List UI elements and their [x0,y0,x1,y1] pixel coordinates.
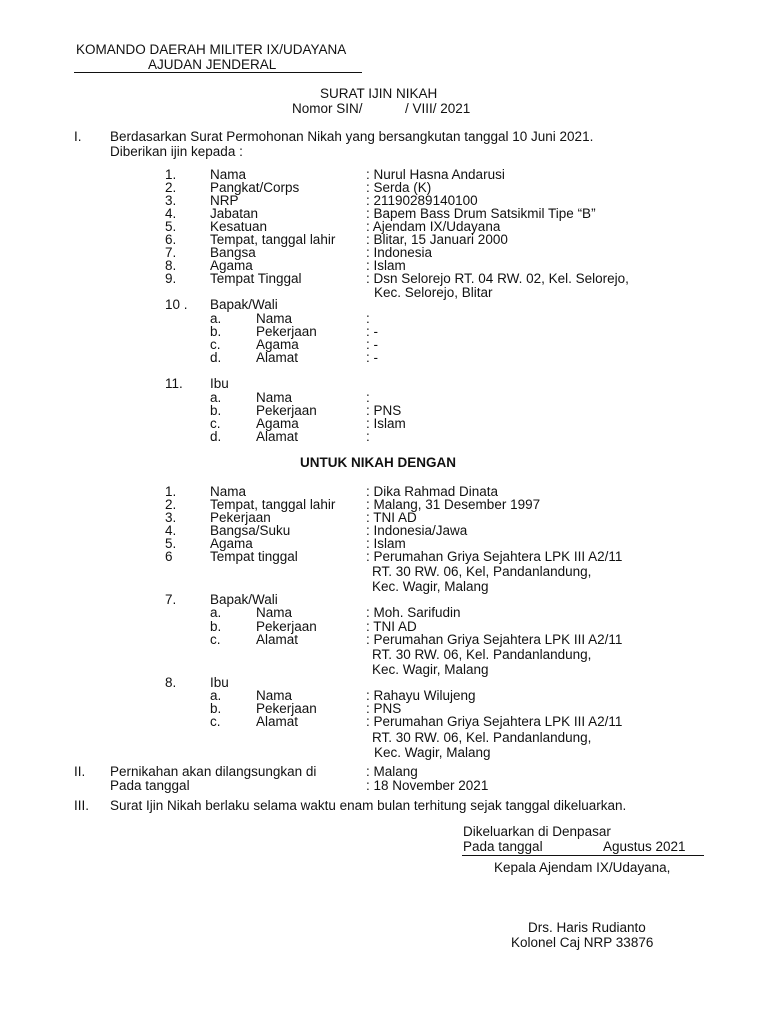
field-number: 5. [165,219,177,234]
sub-field-value: : [366,311,370,326]
sub-field-letter: d. [210,429,222,444]
issued-date-label: Pada tanggal [463,839,543,854]
field-value: : Nurul Hasna Andarusi [366,167,505,182]
sub-field-label: Nama [256,605,293,620]
field-number: 9. [165,271,177,286]
field-value: : Indonesia [366,245,433,260]
sub-field-letter: a. [210,311,222,326]
sub-field-value: : [366,390,370,405]
nomor-prefix: Nomor SIN/ [292,101,363,116]
sub-field-value: : TNI AD [366,619,417,634]
field-label: Agama [210,536,253,551]
sub-field-label: Agama [256,416,299,431]
mother-number: 11. [165,376,183,391]
sub-field-label: Pekerjaan [256,324,317,339]
sub-field-letter: c. [210,337,221,352]
field-value: : Bapem Bass Drum Satsikmil Tipe “B” [366,206,596,221]
field-value: : TNI AD [366,510,417,525]
section-1-intro-2: Diberikan ijin kepada : [110,144,243,159]
field-label: Pekerjaan [210,510,271,525]
sub-field-letter: c. [210,714,221,729]
section-3-number: III. [74,798,90,813]
spouse-father-heading: Bapak/Wali [210,592,278,607]
sub-field-label: Pekerjaan [256,403,317,418]
sub-field-value: : - [366,324,378,339]
father-number: 10 . [165,297,188,312]
field-value: : Islam [366,536,406,551]
field-label: Tempat Tinggal [210,271,302,286]
sub-field-letter: a. [210,605,222,620]
field-number: 2. [165,180,177,195]
sub-field-value-continuation: Kec. Wagir, Malang [374,745,491,760]
wedding-date-label: Pada tanggal [110,778,190,793]
field-value: : Serda (K) [366,180,432,195]
signer-name: Drs. Haris Rudianto [528,920,646,935]
father-heading: Bapak/Wali [210,297,278,312]
field-label: Nama [210,167,247,182]
sub-field-label: Alamat [256,350,299,365]
sub-field-value: : Rahayu Wilujeng [366,688,476,703]
sub-field-letter: a. [210,390,222,405]
field-number: 4. [165,523,177,538]
sub-field-label: Alamat [256,632,299,647]
mother-heading: Ibu [210,376,229,391]
field-number: 3. [165,510,177,525]
header-line-2: AJUDAN JENDERAL [148,57,277,72]
field-label: Agama [210,258,253,273]
field-number: 6. [165,232,177,247]
field-value-continuation: Kec. Wagir, Malang [372,579,489,594]
sub-field-letter: d. [210,350,222,365]
sub-field-label: Alamat [256,714,299,729]
field-number: 3. [165,193,177,208]
sub-field-letter: a. [210,688,222,703]
field-label: NRP [210,193,239,208]
validity-statement: Surat Ijin Nikah berlaku selama waktu enam bulan terhitung sejak tanggal dikeluarkan. [110,798,627,813]
field-value: : Indonesia/Jawa [366,523,468,538]
sub-field-label: Alamat [256,429,299,444]
spouse-section-heading: UNTUK NIKAH DENGAN [300,455,456,470]
spouse-mother-number: 8. [165,675,177,690]
issued-date-value: Agustus 2021 [603,839,686,854]
section-1-intro: Berdasarkan Surat Permohonan Nikah yang bersangkutan tanggal 10 Juni 2021. [110,129,594,144]
field-number: 4. [165,206,177,221]
field-value: : Malang, 31 Desember 1997 [366,497,541,512]
spouse-mother-heading: Ibu [210,675,229,690]
field-label: Pangkat/Corps [210,180,300,195]
sub-field-letter: c. [210,416,221,431]
sub-field-letter: b. [210,701,222,716]
field-value: : Perumahan Griya Sejahtera LPK III A2/11 [366,549,623,564]
field-number: 2. [165,497,177,512]
section-1-number: I. [74,129,82,144]
sub-field-value-continuation: RT. 30 RW. 06, Kel. Pandanlandung, [372,730,592,745]
sub-field-label: Pekerjaan [256,619,317,634]
field-number: 1. [165,484,177,499]
nomor-suffix: / VIII/ 2021 [405,101,471,116]
sub-field-letter: b. [210,619,222,634]
wedding-place-value: : Malang [366,764,418,779]
sub-field-value: : Moh. Sarifudin [366,605,461,620]
sub-field-value: : Islam [366,416,406,431]
signer-rank: Kolonel Caj NRP 33876 [511,935,654,950]
issued-at: Dikeluarkan di Denpasar [463,824,611,839]
sub-field-letter: b. [210,324,222,339]
field-value: : Dsn Selorejo RT. 04 RW. 02, Kel. Selorejo, [366,271,629,286]
sub-field-label: Nama [256,390,293,405]
sub-field-letter: c. [210,632,221,647]
section-2-number: II. [74,764,86,779]
field-label: Jabatan [210,206,259,221]
field-label: Bangsa/Suku [210,523,291,538]
sub-field-value: : PNS [366,403,402,418]
field-value: : Dika Rahmad Dinata [366,484,499,499]
field-label: Kesatuan [210,219,268,234]
field-label: Tempat tinggal [210,549,298,564]
field-value: : Ajendam IX/Udayana [366,219,501,234]
sub-field-value: : PNS [366,701,402,716]
sub-field-label: Pekerjaan [256,701,317,716]
header-line-1: KOMANDO DAERAH MILITER IX/UDAYANA [76,42,347,57]
field-label: Bangsa [210,245,256,260]
sub-field-value: : Perumahan Griya Sejahtera LPK III A2/11 [366,632,623,647]
field-number: 1. [165,167,177,182]
sub-field-value: : [366,429,370,444]
document-title: SURAT IJIN NIKAH [320,86,438,101]
field-value-continuation: RT. 30 RW. 06, Kel, Pandanlandung, [372,564,592,579]
sub-field-letter: b. [210,403,222,418]
field-value: : Blitar, 15 Januari 2000 [366,232,508,247]
sub-field-value: : Perumahan Griya Sejahtera LPK III A2/11 [366,714,623,729]
footer-divider [462,855,704,856]
field-number: 6 [165,549,173,564]
header-underline [74,72,362,73]
wedding-place-label: Pernikahan akan dilangsungkan di [110,764,317,779]
spouse-father-number: 7. [165,592,177,607]
field-value-continuation: Kec. Selorejo, Blitar [374,285,493,300]
sub-field-value: : - [366,350,378,365]
sub-field-value-continuation: RT. 30 RW. 06, Kel. Pandanlandung, [372,647,592,662]
sub-field-label: Agama [256,337,299,352]
field-value: : 21190289140100 [366,193,478,208]
sub-field-label: Nama [256,688,293,703]
field-number: 7. [165,245,177,260]
sub-field-value-continuation: Kec. Wagir, Malang [372,662,489,677]
field-label: Tempat, tanggal lahir [210,497,336,512]
sub-field-value: : - [366,337,378,352]
field-number: 8. [165,258,177,273]
field-value: : Islam [366,258,406,273]
field-label: Tempat, tanggal lahir [210,232,336,247]
signer-position: Kepala Ajendam IX/Udayana, [494,860,671,875]
wedding-date-value: : 18 November 2021 [366,778,489,793]
field-number: 5. [165,536,177,551]
sub-field-label: Nama [256,311,293,326]
field-label: Nama [210,484,247,499]
